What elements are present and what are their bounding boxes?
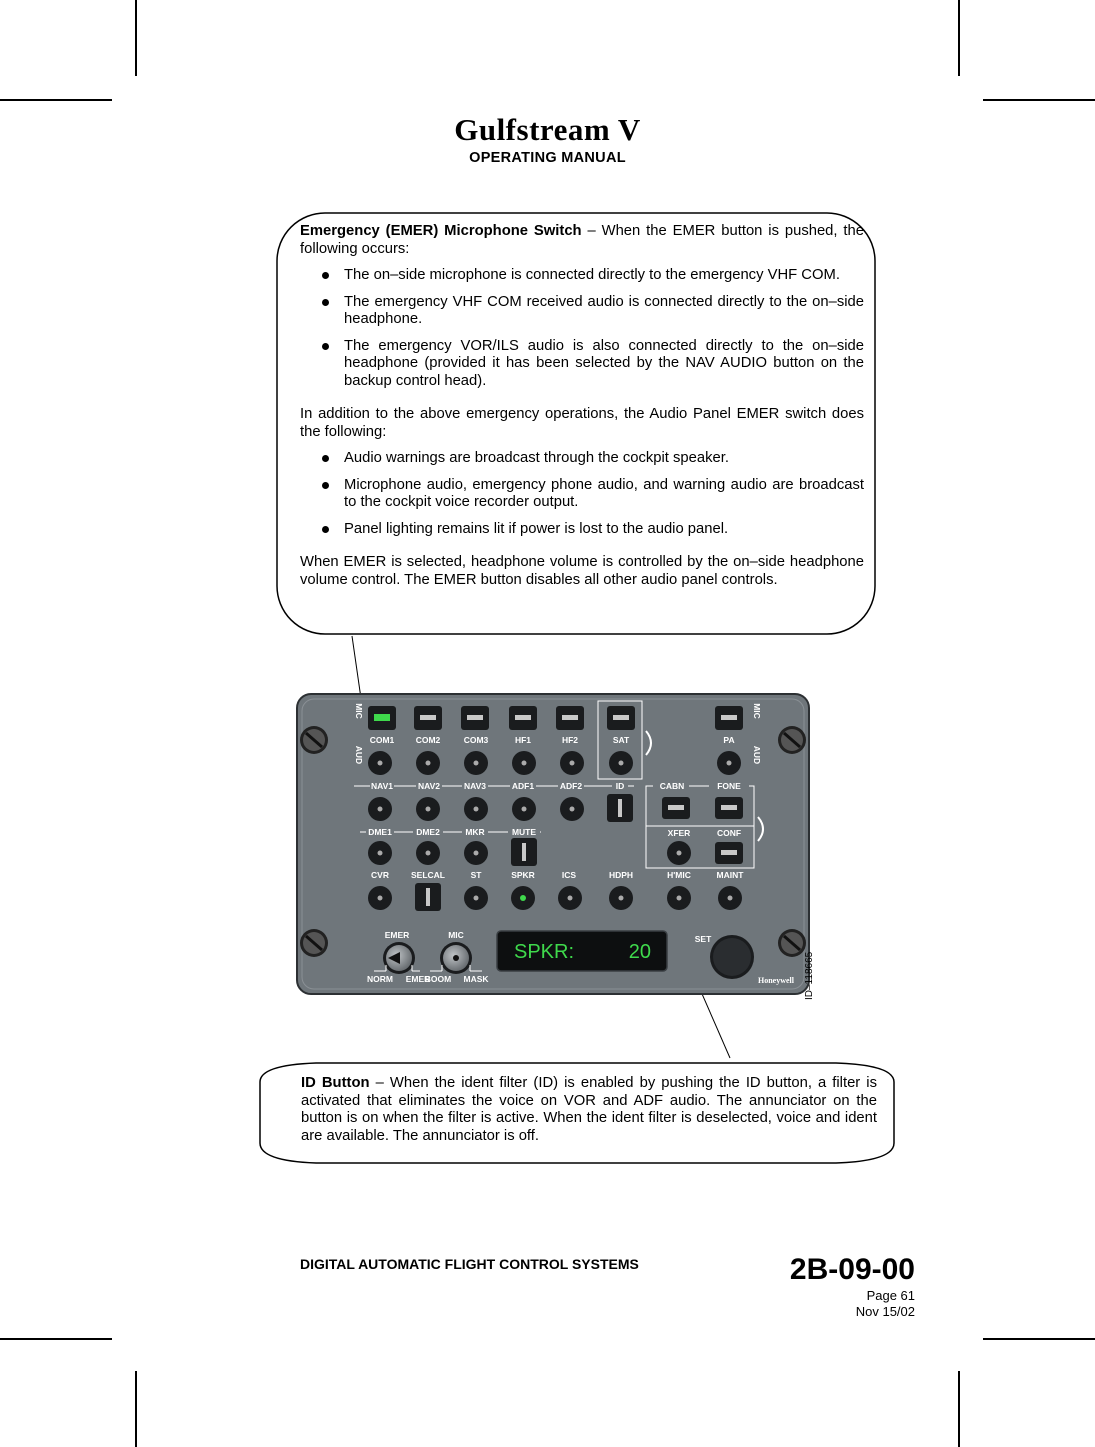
bullet-item: Panel lighting remains lit if power is lost to the audio panel. [300,521,864,539]
nav3-volume-knob[interactable] [464,797,488,821]
com1-label: COM1 [369,735,395,745]
hdph-volume-knob[interactable] [609,886,633,910]
st-label: ST [470,870,482,880]
adf1-label: ADF1 [511,781,535,791]
com3-mic-button[interactable] [461,706,489,730]
st-volume-knob[interactable] [464,886,488,910]
hf1-mic-button[interactable] [509,706,537,730]
volume-display [497,931,667,971]
brand-logo: Gulfstream V [454,112,641,147]
mute-button[interactable] [511,838,537,866]
page-number: Page 61 [866,1288,915,1303]
dme2-label: DME2 [416,827,440,837]
hf1-volume-knob[interactable] [512,751,536,775]
spkr-volume-knob[interactable] [511,886,535,910]
cabn-button[interactable] [662,797,690,819]
id-label: ID [615,781,625,791]
dme1-volume-knob[interactable] [368,841,392,865]
emer-switch[interactable] [383,942,415,974]
bullet-item: The on–side microphone is connected directly to the emergency VHF COM. [300,267,864,285]
pa-label: PA [723,735,735,745]
selcal-button[interactable] [415,883,441,911]
conf-label: CONF [716,828,742,838]
com2-label: COM2 [415,735,441,745]
id-button[interactable] [607,794,633,822]
com1-mic-button[interactable] [368,706,396,730]
sat-volume-knob[interactable] [609,751,633,775]
nav1-volume-knob[interactable] [368,797,392,821]
nav3-label: NAV3 [463,781,487,791]
mic-label: MIC [448,930,464,940]
com2-volume-knob[interactable] [416,751,440,775]
emer-callout-body [300,223,864,589]
document-number: 2B-09-00 [789,1253,915,1286]
adf2-label: ADF2 [559,781,583,791]
sat-mic-button[interactable] [607,706,635,730]
footer-section-title: DIGITAL AUTOMATIC FLIGHT CONTROL SYSTEMS [300,1256,639,1272]
sat-label: SAT [612,735,630,745]
display-label-text: SPKR: [514,941,575,963]
id-callout-body [301,1075,877,1145]
cabn-label: CABN [659,781,685,791]
nav1-label: NAV1 [370,781,394,791]
hmic-volume-knob[interactable] [667,886,691,910]
com3-volume-knob[interactable] [464,751,488,775]
hf2-mic-button[interactable] [556,706,584,730]
figure-id: ID–118665 [804,951,815,1000]
maint-volume-knob[interactable] [718,886,742,910]
emer-callout-dash: – [581,223,602,239]
dme1-label: DME1 [368,827,392,837]
maint-label: MAINT [716,870,744,880]
conf-button[interactable] [715,842,743,864]
hf1-label: HF1 [514,735,532,745]
fone-label: FONE [717,781,741,791]
pa-volume-knob[interactable] [717,751,741,775]
cvr-volume-knob[interactable] [368,886,392,910]
aud-side-label: AUD [354,745,364,765]
pa-mic-button[interactable] [715,706,743,730]
bullet-item: Audio warnings are broadcast through the cockpit speaker. [300,450,864,468]
spkr-label: SPKR [511,870,535,880]
norm-label: NORM [367,974,393,984]
emer-callout-para3: When EMER is selected, headphone volume is controlled by the on–side headphone volume control. The EMER button disables all other audio panel controls. [300,554,864,588]
ics-volume-knob[interactable] [558,886,582,910]
display-value-text: 20 [628,941,651,963]
id-callout-dash: – [369,1075,390,1091]
figure-id-wrapper [804,920,824,1000]
set-knob[interactable] [710,935,754,979]
screw-icon [778,726,806,754]
screw-icon [300,929,328,957]
xfer-volume-knob[interactable] [667,841,691,865]
fone-button[interactable] [715,797,743,819]
emer-callout-para2: In addition to the above emergency operations, the Audio Panel EMER switch does the following: [300,406,864,440]
mute-label: MUTE [511,827,537,837]
mic-side-label: MIC [752,703,762,719]
ics-label: ICS [561,870,577,880]
page-info [856,1288,915,1320]
screw-icon [778,929,806,957]
emer-callout-intro: When the EMER button is pushed, the following occurs: [300,223,864,257]
audio-control-panel [296,693,810,995]
hf2-label: HF2 [561,735,579,745]
emer-callout [276,212,876,635]
revision-date: Nov 15/02 [855,1304,915,1319]
bullet-item: Microphone audio, emergency phone audio, and warning audio are broadcast to the cockpit voice recorder output. [300,477,864,512]
mic-side-label: MIC [354,703,364,719]
aud-side-label: AUD [752,745,762,765]
id-callout [256,1057,898,1168]
dme2-volume-knob[interactable] [416,841,440,865]
id-callout-text: When the ident filter (ID) is enabled by pushing the ID button, a filter is activated that eliminates the voice on VOR and ADF audio. The annunciator on the button is on when the filter is active. When the ident filter is deselected, voice and ident are available. The annunciator is off. [301,1075,877,1144]
bullet-item: The emergency VOR/ILS audio is also connected directly to the on–side headphone (provided it has been selected by the NAV AUDIO button on the backup control head). [300,338,864,391]
screw-icon [300,726,328,754]
mkr-volume-knob[interactable] [464,841,488,865]
hf2-volume-knob[interactable] [560,751,584,775]
honeywell-logo: Honeywell [758,976,794,985]
xfer-label: XFER [667,828,691,838]
mkr-label: MKR [465,827,485,837]
cvr-label: CVR [371,870,389,880]
hdph-label: HDPH [608,870,634,880]
adf2-volume-knob[interactable] [560,797,584,821]
hmic-label: H'MIC [667,870,691,880]
com3-label: COM3 [463,735,489,745]
com2-mic-button[interactable] [414,706,442,730]
emer-position-label: EMER [405,974,431,984]
mask-label: MASK [463,974,489,984]
com1-volume-knob[interactable] [368,751,392,775]
selcal-label: SELCAL [411,870,445,880]
adf1-volume-knob[interactable] [512,797,536,821]
boom-label: BOOM [424,974,452,984]
nav2-label: NAV2 [417,781,441,791]
set-label: SET [694,934,712,944]
bullet-item: The emergency VHF COM received audio is connected directly to the on–side headphone. [300,294,864,329]
emer-callout-title: Emergency (EMER) Microphone Switch [300,223,582,239]
mic-selector-knob[interactable] [440,942,472,974]
nav2-volume-knob[interactable] [416,797,440,821]
manual-title: OPERATING MANUAL [469,150,626,166]
emer-label: EMER [384,930,410,940]
id-callout-title: ID Button [301,1075,370,1091]
